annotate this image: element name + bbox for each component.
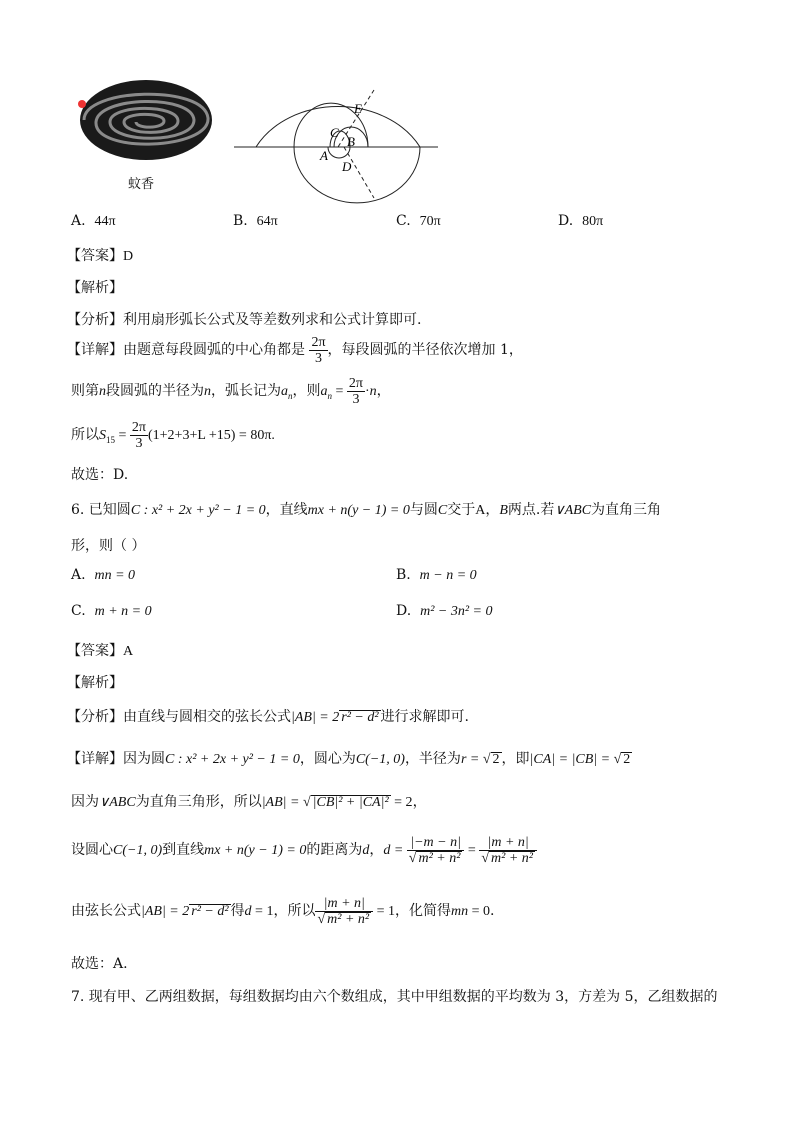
q7-stem: 7. 现有甲、乙两组数据，每组数据均由六个数组成，其中甲组数据的平均数为 3，方差为 5，乙组数据的 [71,989,718,1005]
q6-stem: 6. 已知圆C : x² + 2x + y² − 1 = 0，直线mx + n(y − 1) = 0与圆C交于A，B两点.若∨ABC为直角三角 [71,502,662,518]
q6-detail-line1: 【详解】因为圆C : x² + 2x + y² − 1 = 0，圆心为C(−1, 0)，半径为r = √ 2 ，即|CA| = |CB| = √ 2 [67,751,631,767]
label-D: D [342,159,352,174]
q5-option-d: D. 80π [558,213,604,229]
q6-stem-line2: 形，则（ ） [71,538,146,554]
label-E: E [354,101,362,116]
label-B: B [347,134,355,149]
q5-detail-line2: 则第n段圆弧的半径为n，弧长记为$a_n$，则$a_n$ = $\frac{2\pi}{3}$ ·n， [71,375,391,407]
q6-choice: 故选：A. [71,956,128,972]
spiral-diagram [234,70,440,204]
q6-option-a: A. mn = 0 [71,567,136,583]
q6-detail-line3: 设圆心C(−1, 0)到直线mx + n(y − 1) = 0的距离为d，d = $\frac{|-m - n|}{\text{√ m² + n²}}$ = $\frac{|m + n|}{\text{√ m² + n²}}$ [71,832,537,869]
label-A: A [320,148,328,163]
q5-detail-line3: 所以$S_{15}$ = $\frac{2\pi}{3}$ (1+2+3+L +15) = 80π. [71,419,275,451]
q6-answer: 【答案】A [67,643,134,659]
q6-detail-line2: 因为∨ABC为直角三角形，所以|AB| = √ |CB|² + |CA|² = 2， [71,794,427,810]
coil-caption: 蚊香 [128,177,155,192]
q5-fenxi: 【分析】利用扇形弧长公式及等差数列求和公式计算即可. [67,312,422,328]
q5-option-c: C. 70π [396,213,441,229]
q6-detail-line4: 由弦长公式|AB| = 2 r² − d² 得d = 1，所以 $\frac{|m + n|}{\text{√ m² + n²}}$ = 1，化简得mn = 0. [71,895,495,927]
q5-option-b: B. 64π [233,213,278,229]
q5-detail-line1: 【详解】由题意每段圆弧的中心角都是 $\frac{2\pi}{3}$ ，每段圆弧的半径依次增加 1， [67,334,523,366]
q5-jiexi: 【解析】 [67,280,123,296]
q6-jiexi: 【解析】 [67,675,123,691]
q6-option-d: D. m² − 3n² = 0 [396,603,493,619]
q5-answer: 【答案】D [67,248,134,264]
q6-fenxi: 【分析】由直线与圆相交的弦长公式|AB| = 2 r² − d² 进行求解即可. [67,709,469,725]
mosquito-coil-figure [74,74,216,164]
q5-option-a: A. 44π [71,213,116,229]
q6-option-b: B. m − n = 0 [396,567,477,583]
label-C: C [330,125,339,140]
q6-option-c: C. m + n = 0 [71,603,152,619]
q5-choice: 故选：D. [71,467,129,483]
